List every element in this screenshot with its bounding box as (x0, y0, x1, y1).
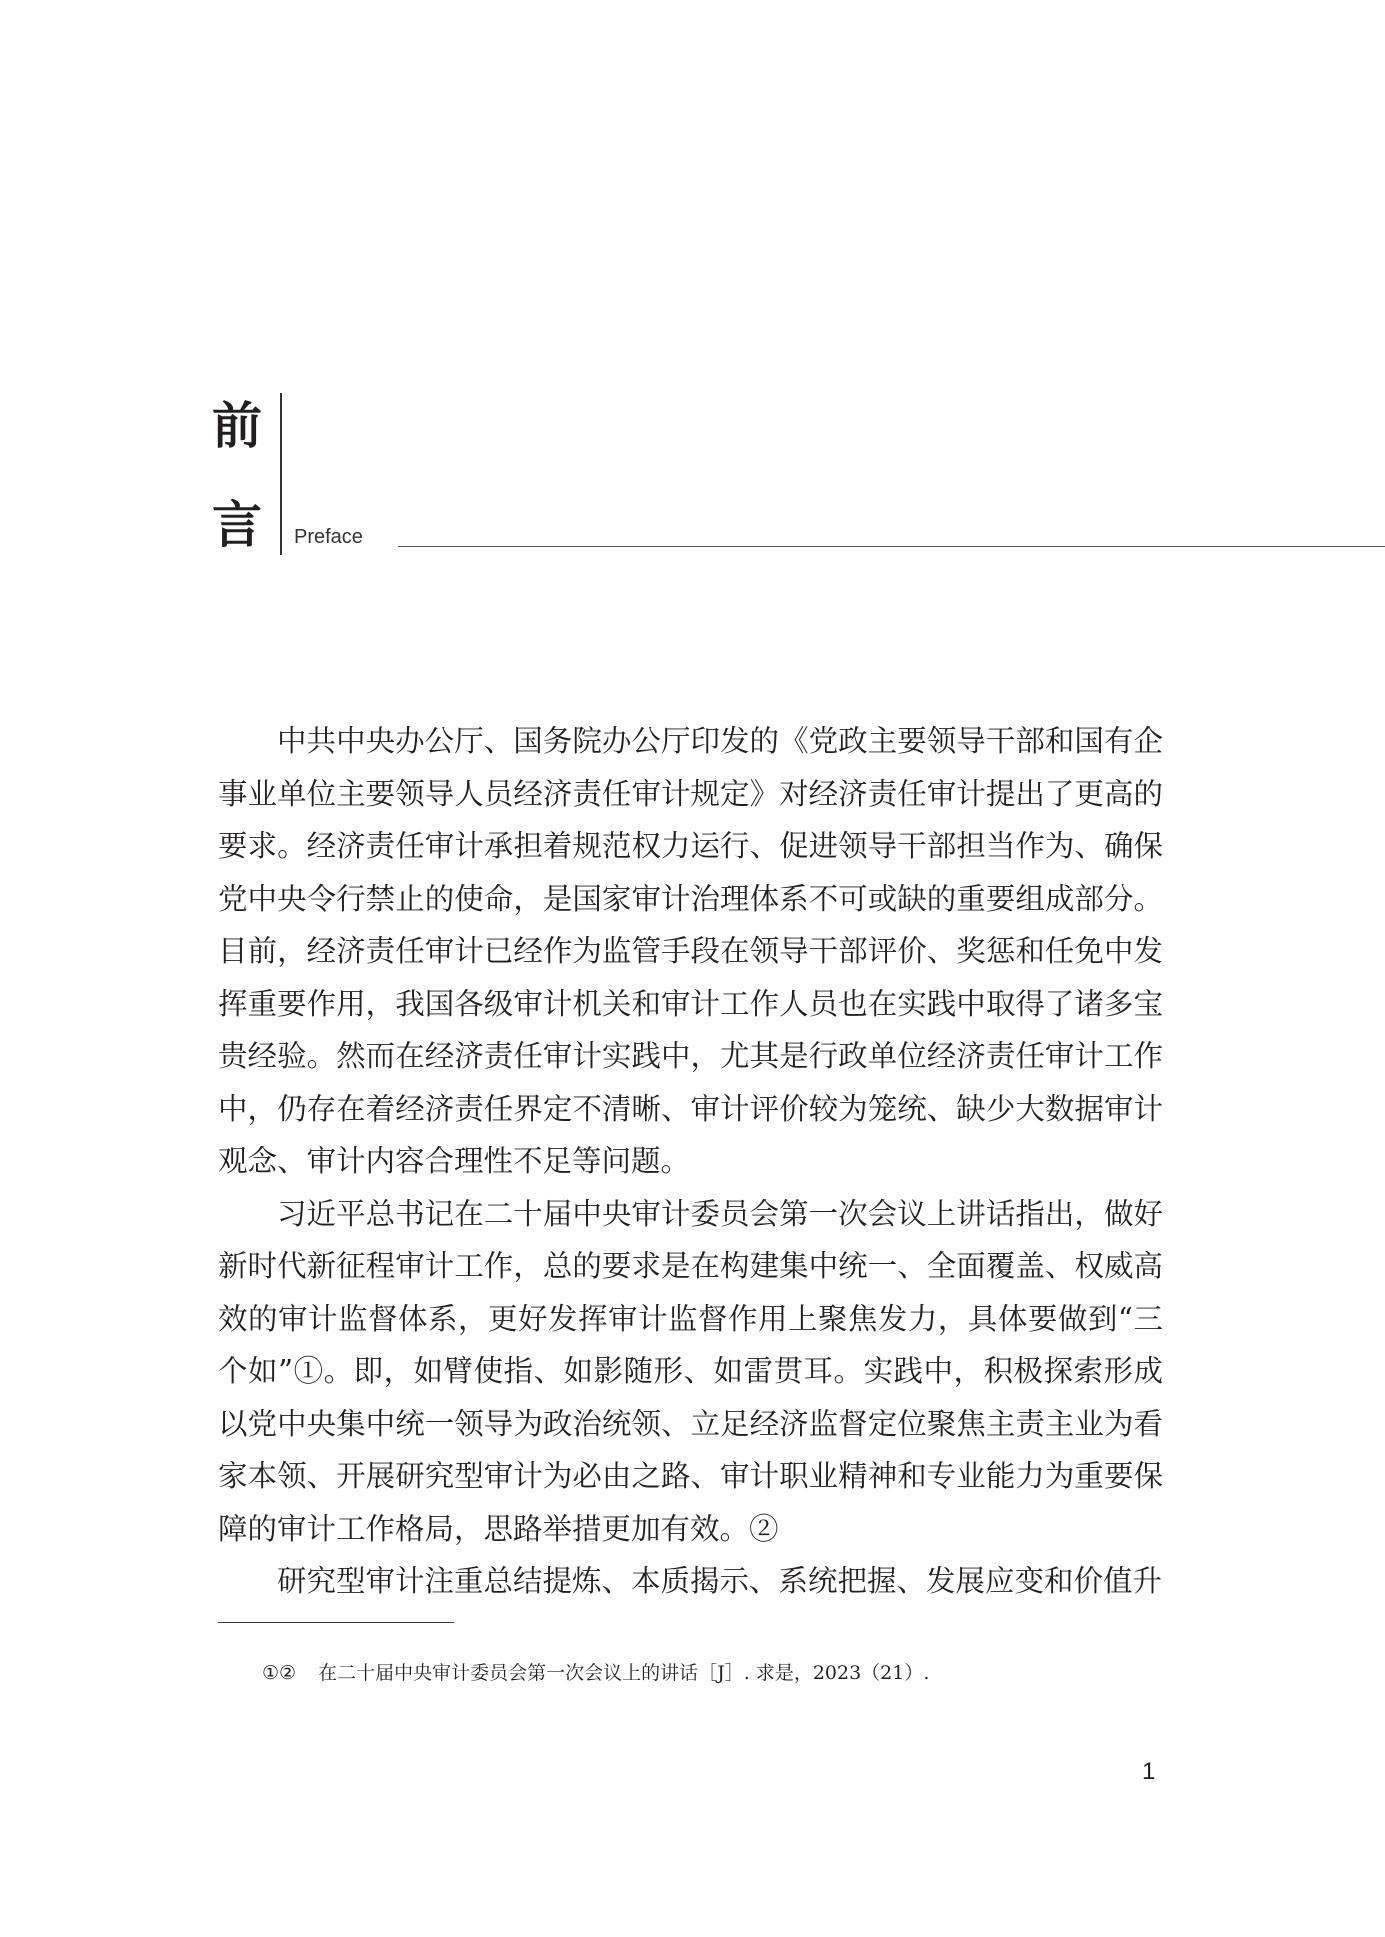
paragraph-3: 研究型审计注重总结提炼、本质揭示、系统把握、发展应变和价值升 (277, 1564, 1163, 1598)
paragraph-1: 中共中央办公厅、国务院办公厅印发的《党政主要领导干部和国有企事业单位主要领导人员经济责任审计规定》对经济责任审计提出了更高的要求。经济责任审计承担着规范权力运行、促进领导干部担当作为、确保党中央令行禁止的使命，是国家审计治理体系不可或缺的重要组成部分。目前，经济责任审计已经作为监管手段在领导干部评价、奖惩和任免中发挥重要作用，我国各级审计机关和审计工作人员也在实践中取得了诸多宝贵经验。然而在经济责任审计实践中，尤其是行政单位经济责任审计工作中，仍存在着经济责任界定不清晰、审计评价较为笼统、缺少大数据审计观念、审计内容合理性不足等问题。 (218, 724, 1163, 1178)
footnote-rule (218, 1622, 454, 1623)
paragraph-2: 习近平总书记在二十届中央审计委员会第一次会议上讲话指出，做好新时代新征程审计工作，总的要求是在构建集中统一、全面覆盖、权威高效的审计监督体系，更好发挥审计监督作用上聚焦发力，具体要做到“三个如”①。即，如臂使指、如影随形、如雷贯耳。实践中，积极探索形成以党中央集中统一领导为政治统领、立足经济监督定位聚焦主责主业为看家本领、开展研究型审计为必由之路、审计职业精神和专业能力为重要保障的审计工作格局，思路举措更加有效。② (218, 1196, 1163, 1546)
footnote-marks: ①② (262, 1662, 297, 1684)
heading-subtitle: Preface (294, 526, 363, 548)
footnote-text: 在二十届中央审计委员会第一次会议上的讲话［J］. 求是，2023（21）. (318, 1662, 930, 1684)
heading-horizontal-rule (398, 546, 1385, 547)
footnote (262, 1658, 929, 1685)
heading-char-qian: 前 (212, 397, 262, 455)
heading-vertical-rule (280, 393, 282, 555)
heading-char-yan: 言 (212, 496, 262, 554)
body-text (218, 715, 1163, 1608)
page-number: 1 (1142, 1758, 1156, 1785)
